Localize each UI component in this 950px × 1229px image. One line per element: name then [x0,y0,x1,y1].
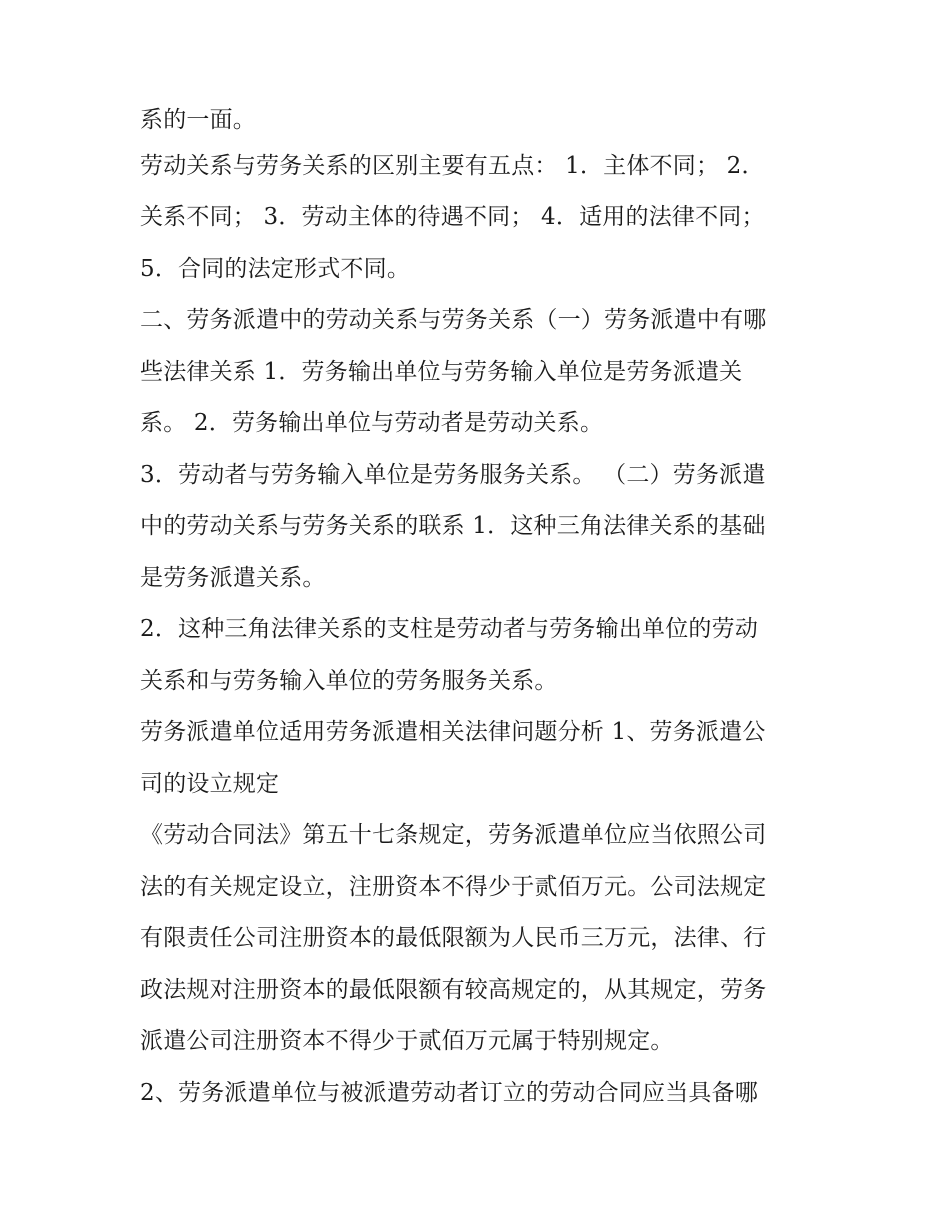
text-line: 是劳务派遣关系。 [140,564,326,591]
text-line: 《劳动合同法》第五十七条规定，劳务派遣单位应当依照公司 [140,822,767,849]
text-line: 政法规对注册资本的最低限额有较高规定的，从其规定，劳务 [140,976,767,1003]
text-line: 劳动关系与劳务关系的区别主要有五点： 1．主体不同； 2． [140,152,765,179]
text-line: 些法律关系 1．劳务输出单位与劳务输入单位是劳务派遣关 [140,358,743,385]
text-line: 关系不同； 3．劳动主体的待遇不同； 4．适用的法律不同； [140,204,765,231]
text-line: 有限责任公司注册资本的最低限额为人民币三万元，法律、行 [140,925,767,952]
text-line: 法的有关规定设立，注册资本不得少于贰佰万元。公司法规定 [140,873,767,900]
text-line: 5．合同的法定形式不同。 [140,255,411,282]
text-line: 派遣公司注册资本不得少于贰佰万元属于特别规定。 [140,1028,674,1055]
text-line: 中的劳动关系与劳务关系的联系 1．这种三角法律关系的基础 [140,513,766,540]
text-line: 3．劳动者与劳务输入单位是劳务服务关系。 （二）劳务派遣 [140,461,766,488]
text-line: 关系和与劳务输入单位的劳务服务关系。 [140,667,558,694]
text-line: 司的设立规定 [140,770,280,797]
document-body [140,108,820,1107]
text-line: 二、劳务派遣中的劳动关系与劳务关系（一）劳务派遣中有哪 [140,307,767,334]
text-line: 系。 2．劳务输出单位与劳动者是劳动关系。 [140,410,604,437]
text-line: 系的一面。 [140,107,256,133]
text-line: 劳务派遣单位适用劳务派遣相关法律问题分析 1、劳务派遣公 [140,719,766,746]
text-line: 2．这种三角法律关系的支柱是劳动者与劳务输出单位的劳动 [140,616,759,643]
text-line: 2、劳务派遣单位与被派遣劳动者订立的劳动合同应当具备哪 [140,1079,759,1106]
